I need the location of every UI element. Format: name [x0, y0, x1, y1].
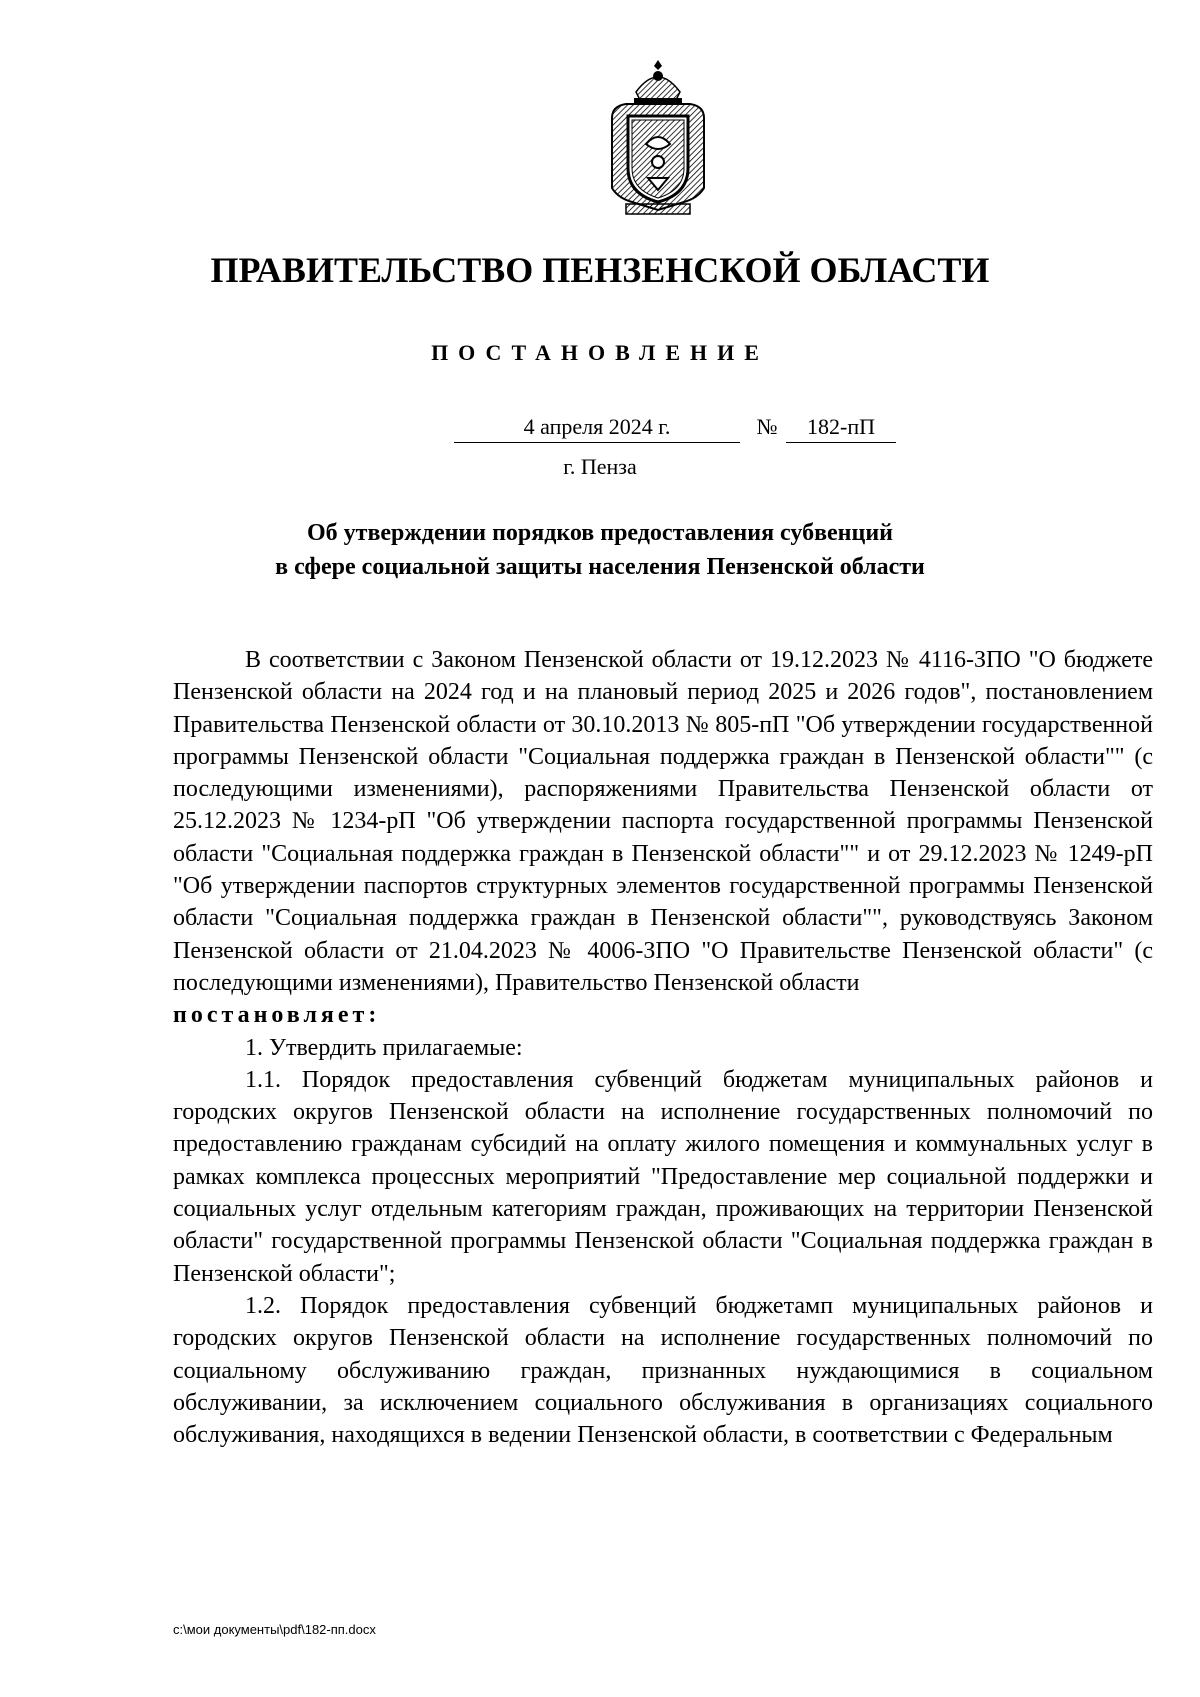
subject-line-1: Об утверждении порядков предоставления субвенций — [306, 520, 893, 546]
file-path-footer: c:\мои документы\pdf\182-пп.docx — [173, 1622, 376, 1637]
number-sign: № — [756, 414, 778, 439]
item-1: 1. Утвердить прилагаемые: — [245, 1034, 523, 1061]
government-title: ПРАВИТЕЛЬСТВО ПЕНЗЕНСКОЙ ОБЛАСТИ — [210, 250, 990, 290]
document-body — [173, 644, 1153, 1451]
document-city: г. Пенза — [563, 454, 637, 479]
document-subject — [0, 516, 1200, 584]
document-type-title: ПОСТАНОВЛЕНИЕ — [431, 340, 769, 365]
document-date: 4 апреля 2024 г. — [454, 412, 740, 443]
decree-word: постановляет: — [173, 1002, 381, 1029]
subject-line-2: в сфере социальной защиты населения Пензенской области — [275, 554, 925, 580]
item-1-1: 1.1. Порядок предоставления субвенций бюджетам муниципальных районов и городских округов Пензенской области на исполнение государственных полномочий по предоставлению гражданам субсидий на оплату жилого помещения и коммунальных услуг в рамках комплекса процессных мероприятий "Предоставление мер социальной поддержки и социальных услуг отдельным категориям граждан, проживающих на территории Пензенской области" государственной программы Пензенской области "Социальная поддержка граждан в Пензенской области"; — [173, 1066, 1153, 1287]
preamble-paragraph: В соответствии с Законом Пензенской области от 19.12.2023 № 4116-ЗПО "О бюджете Пензенской области на 2024 год и на плановый период 2025 и 2026 годов", постановлением Правительства Пензенской области от 30.10.2013 № 805-пП "Об утверждении государственной программы Пензенской области "Социальная поддержка граждан в Пензенской области"" (с последующими изменениями), распоряжениями Правительства Пензенской области от 25.12.2023 № 1234-рП "Об утверждении паспорта государственной программы Пензенской области "Социальная поддержка граждан в Пензенской области"" и от 29.12.2023 № 1249-рП "Об утверждении паспортов структурных элементов государственной программы Пензенской области "Социальная поддержка граждан в Пензенской области"", руководствуясь Законом Пензенской области от 21.04.2023 № 4006-ЗПО "О Правительстве Пензенской области" (с последующими изменениями), Правительство Пензенской области — [173, 647, 1153, 996]
document-number: 182-пП — [786, 412, 896, 443]
item-1-2: 1.2. Порядок предоставления субвенций бюджетамп муниципальных районов и городских округов Пензенской области на исполнение государственных полномочий по социальному обслуживанию граждан, признанных нуждающимися в социальном обслуживании, за исключением социального обслуживания в организациях социального обслуживания, находящихся в ведении Пензенской области, в соответствии с Федеральным — [173, 1292, 1153, 1449]
penza-region-coat-of-arms-icon — [606, 58, 710, 218]
